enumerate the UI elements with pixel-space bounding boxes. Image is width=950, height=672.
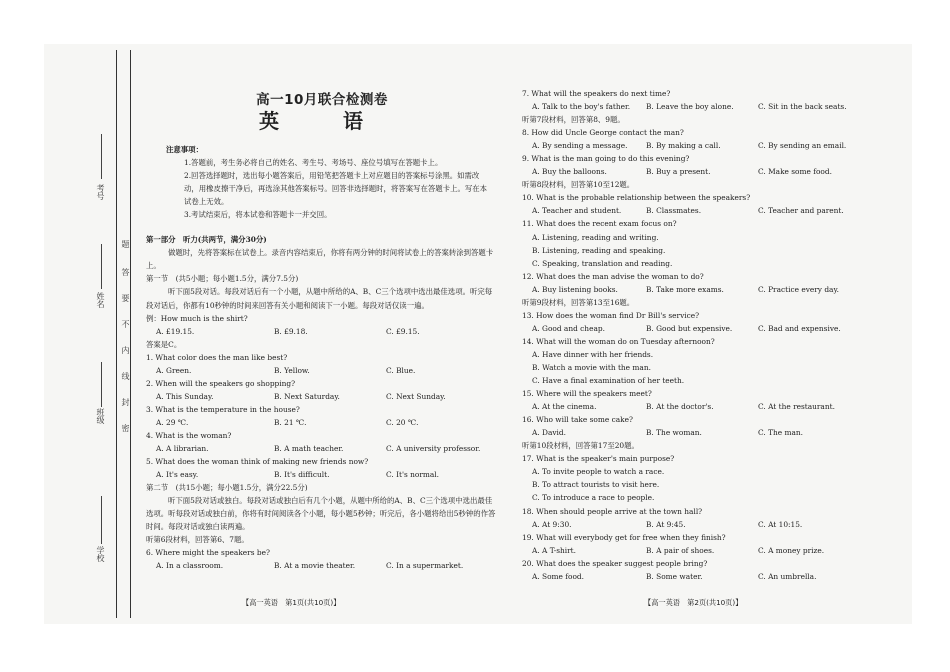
seal-char: 内 bbox=[121, 346, 130, 354]
option: B. At 9:45. bbox=[646, 519, 686, 529]
section2-heading: 第二节 (共15小题；每小题1.5分，满分22.5分) bbox=[146, 483, 308, 493]
question-options bbox=[522, 100, 884, 113]
option: B. Leave the boy alone. bbox=[646, 102, 734, 112]
seal-char: 线 bbox=[121, 372, 130, 380]
option: A. £19.15. bbox=[156, 326, 195, 336]
part1-heading: 第一部分 听力(共两节，满分30分) bbox=[146, 235, 267, 245]
question-5: 5. What does the woman think of making new friends now? bbox=[146, 457, 369, 467]
option: B. The woman. bbox=[646, 428, 702, 438]
option: C. Teacher and parent. bbox=[758, 206, 844, 216]
option: C. A money prize. bbox=[758, 545, 825, 555]
question: 15. Where will the speakers meet? bbox=[522, 389, 652, 399]
question-options bbox=[522, 283, 884, 296]
option: B. To attract tourists to visit here. bbox=[532, 480, 660, 490]
option: A. Buy the balloons. bbox=[532, 167, 607, 177]
option: B. A math teacher. bbox=[274, 444, 344, 454]
question-3: 3. What is the temperature in the house? bbox=[146, 404, 300, 414]
question: 8. How did Uncle George contact the man? bbox=[522, 128, 684, 138]
option: C. £9.15. bbox=[386, 326, 420, 336]
question-options bbox=[522, 322, 884, 335]
question: 19. What will everybody get for free when they finish? bbox=[522, 532, 726, 542]
question-3-options bbox=[146, 416, 498, 429]
option: B. 21 ℃. bbox=[274, 417, 307, 427]
question-options bbox=[522, 544, 884, 557]
option: A. Buy listening books. bbox=[532, 284, 618, 294]
option: A. A librarian. bbox=[156, 444, 209, 454]
footer-page-2: 【高一英语 第2页(共10页)】 bbox=[644, 598, 743, 607]
option: C. Have a final examination of her teeth. bbox=[532, 376, 685, 386]
option: C. Speaking, translation and reading. bbox=[532, 258, 673, 268]
example-answer: 答案是C。 bbox=[146, 339, 182, 349]
seal-char: 封 bbox=[121, 398, 130, 406]
option: A. This Sunday. bbox=[156, 391, 214, 401]
notice-item: 1.答题前，考生务必将自己的姓名、考生号、考场号、座位号填写在答题卡上。 bbox=[184, 158, 443, 168]
option: A. It's easy. bbox=[156, 470, 199, 480]
question: 9. What is the man going to do this evening? bbox=[522, 154, 690, 164]
question-6: 6. Where might the speakers be? bbox=[146, 548, 270, 558]
question-2-options bbox=[146, 390, 498, 403]
question: 17. What is the speaker's main purpose? bbox=[522, 454, 675, 464]
option: B. At a movie theater. bbox=[274, 561, 356, 571]
exam-subject: 英 语 bbox=[259, 109, 385, 133]
option: A. Green. bbox=[156, 365, 192, 375]
option: C. At 10:15. bbox=[758, 519, 803, 529]
question: 12. What does the man advise the woman to do? bbox=[522, 271, 704, 281]
notice-item: 2.回答选择题时，选出每小题答案后，用铅笔把答题卡上对应题目的答案标号涂黑。如需改动，用橡皮擦干净后，再选涂其他答案标号。回答非选择题时，将答案写在答题卡上。写在本试卷上无效。 bbox=[184, 171, 488, 207]
question: 14. What will the woman do on Tuesday afternoon? bbox=[522, 336, 715, 346]
class-blank[interactable] bbox=[101, 362, 102, 407]
option: A. David. bbox=[532, 428, 566, 438]
option: A. At 9:30. bbox=[532, 519, 572, 529]
question-6-options bbox=[146, 559, 498, 572]
notice-list bbox=[146, 156, 498, 221]
option: C. The man. bbox=[758, 428, 804, 438]
option: C. Sit in the back seats. bbox=[758, 102, 847, 112]
option: C. At the restaurant. bbox=[758, 402, 835, 412]
option: A. Good and cheap. bbox=[532, 323, 605, 333]
section2-intro: 听下面5段对话或独白。每段对话或独白后有几个小题，从题中所给的A、B、C三个选项中选出最佳选项。听每段对话或独白前，你将有时间阅读各个小题，每小题5秒钟；听完后，各小题将给出5秒钟的作答时间。每段对话或独白读两遍。 bbox=[146, 496, 496, 532]
option: B. By making a call. bbox=[646, 141, 721, 151]
option: A. A T-shirt. bbox=[532, 545, 576, 555]
label-school: 学校 bbox=[96, 546, 105, 562]
option: B. Take more exams. bbox=[646, 284, 724, 294]
option: C. Practice every day. bbox=[758, 284, 839, 294]
option: B. Classmates. bbox=[646, 206, 702, 216]
binding-strip bbox=[44, 44, 134, 624]
seal-char: 不 bbox=[121, 320, 130, 328]
question: 20. What does the speaker suggest people bring? bbox=[522, 558, 708, 568]
question-options bbox=[522, 426, 884, 439]
option: C. Blue. bbox=[386, 365, 416, 375]
footer-page-1: 【高一英语 第1页(共10页)】 bbox=[242, 598, 341, 607]
option: A. Some food. bbox=[532, 571, 584, 581]
question-5-options bbox=[146, 468, 498, 481]
exam-title: 高一10月联合检测卷 bbox=[256, 92, 388, 108]
notice-item: 3.考试结束后，将本试卷和答题卡一并交回。 bbox=[184, 210, 332, 220]
option: A. Talk to the boy's father. bbox=[532, 102, 631, 112]
option: C. To introduce a race to people. bbox=[532, 493, 655, 503]
section1-intro: 听下面5段对话。每段对话后有一个小题，从题中所给的A、B、C三个选项中选出最佳选项。听完每段对话后，你都有10秒钟的时间来回答有关小题和阅读下一小题。每段对话仅读一遍。 bbox=[146, 287, 493, 310]
option: A. In a classroom. bbox=[156, 561, 224, 571]
option: A. 29 ℃. bbox=[156, 417, 189, 427]
option: A. To invite people to watch a race. bbox=[532, 467, 665, 477]
option: B. Next Saturday. bbox=[274, 391, 340, 401]
material-instruction: 听第9段材料，回答第13至16题。 bbox=[522, 297, 635, 307]
option: A. Have dinner with her friends. bbox=[532, 349, 654, 359]
seal-char: 题 bbox=[121, 240, 130, 248]
option: B. At the doctor's. bbox=[646, 402, 714, 412]
notice-heading: 注意事项： bbox=[166, 145, 203, 154]
question-1: 1. What color does the man like best? bbox=[146, 352, 288, 362]
seal-char: 密 bbox=[121, 424, 130, 432]
option: B. Buy a present. bbox=[646, 167, 711, 177]
option: A. At the cinema. bbox=[532, 402, 597, 412]
option: A. Teacher and student. bbox=[532, 206, 622, 216]
question: 11. What does the recent exam focus on? bbox=[522, 219, 677, 229]
option: C. An umbrella. bbox=[758, 571, 817, 581]
option: C. Bad and expensive. bbox=[758, 323, 841, 333]
option: C. A university professor. bbox=[386, 444, 481, 454]
question-options bbox=[522, 204, 884, 217]
example-options bbox=[146, 325, 498, 338]
binding-line-inner bbox=[130, 50, 131, 618]
part1-intro: 做题时，先将答案标在试卷上。录音内容结束后，你将有两分钟的时间将试卷上的答案转涂到答题卡上。 bbox=[146, 248, 494, 271]
question-4: 4. What is the woman? bbox=[146, 430, 232, 440]
binding-line-outer bbox=[116, 50, 117, 618]
question-options bbox=[522, 400, 884, 413]
exam-sheet bbox=[44, 44, 912, 624]
option: B. Listening, reading and speaking. bbox=[532, 245, 666, 255]
label-exam-number: 考号 bbox=[96, 184, 105, 200]
option: C. 20 ℃. bbox=[386, 417, 419, 427]
option: B. Good but expensive. bbox=[646, 323, 733, 333]
label-class: 班级 bbox=[96, 408, 105, 424]
question-options bbox=[522, 165, 884, 178]
name-blank[interactable] bbox=[101, 244, 102, 289]
question-2: 2. When will the speakers go shopping? bbox=[146, 378, 296, 388]
material-instruction: 听第8段材料，回答第10至12题。 bbox=[522, 180, 635, 190]
question-options bbox=[522, 570, 884, 583]
option: C. Make some food. bbox=[758, 167, 832, 177]
option: C. Next Sunday. bbox=[386, 391, 446, 401]
option: C. By sending an email. bbox=[758, 141, 847, 151]
question: 10. What is the probable relationship between the speakers? bbox=[522, 193, 751, 203]
material-6-instruction: 听第6段材料，回答第6、7题。 bbox=[146, 535, 249, 545]
label-name: 姓名 bbox=[96, 292, 105, 308]
option: A. By sending a message. bbox=[532, 141, 628, 151]
question-1-options bbox=[146, 364, 498, 377]
option: C. In a supermarket. bbox=[386, 561, 464, 571]
exam-number-blank[interactable] bbox=[101, 134, 102, 179]
left-column bbox=[146, 92, 498, 573]
question: 18. When should people arrive at the town hall? bbox=[522, 506, 703, 516]
question: 7. What will the speakers do next time? bbox=[522, 89, 671, 98]
right-column bbox=[522, 87, 884, 583]
option: B. Watch a movie with the man. bbox=[532, 362, 651, 372]
option: B. £9.18. bbox=[274, 326, 308, 336]
option: A. Listening, reading and writing. bbox=[532, 232, 659, 242]
school-blank[interactable] bbox=[101, 496, 102, 544]
question: 16. Who will take some cake? bbox=[522, 415, 633, 425]
section1-heading: 第一节 (共5小题；每小题1.5分，满分7.5分) bbox=[146, 274, 299, 284]
option: B. It's difficult. bbox=[274, 470, 330, 480]
seal-char: 答 bbox=[121, 268, 130, 276]
material-instruction: 听第7段材料，回答第8、9题。 bbox=[522, 115, 625, 125]
option: C. It's normal. bbox=[386, 470, 440, 480]
seal-char: 要 bbox=[121, 294, 130, 302]
question: 13. How does the woman find Dr Bill's service? bbox=[522, 310, 700, 320]
option: B. Some water. bbox=[646, 571, 703, 581]
question-options bbox=[522, 139, 884, 152]
question-options bbox=[522, 518, 884, 531]
question-4-options bbox=[146, 442, 498, 455]
example-question: 例：How much is the shirt? bbox=[146, 313, 248, 323]
option: B. A pair of shoes. bbox=[646, 545, 715, 555]
option: B. Yellow. bbox=[274, 365, 310, 375]
material-instruction: 听第10段材料，回答第17至20题。 bbox=[522, 441, 639, 451]
